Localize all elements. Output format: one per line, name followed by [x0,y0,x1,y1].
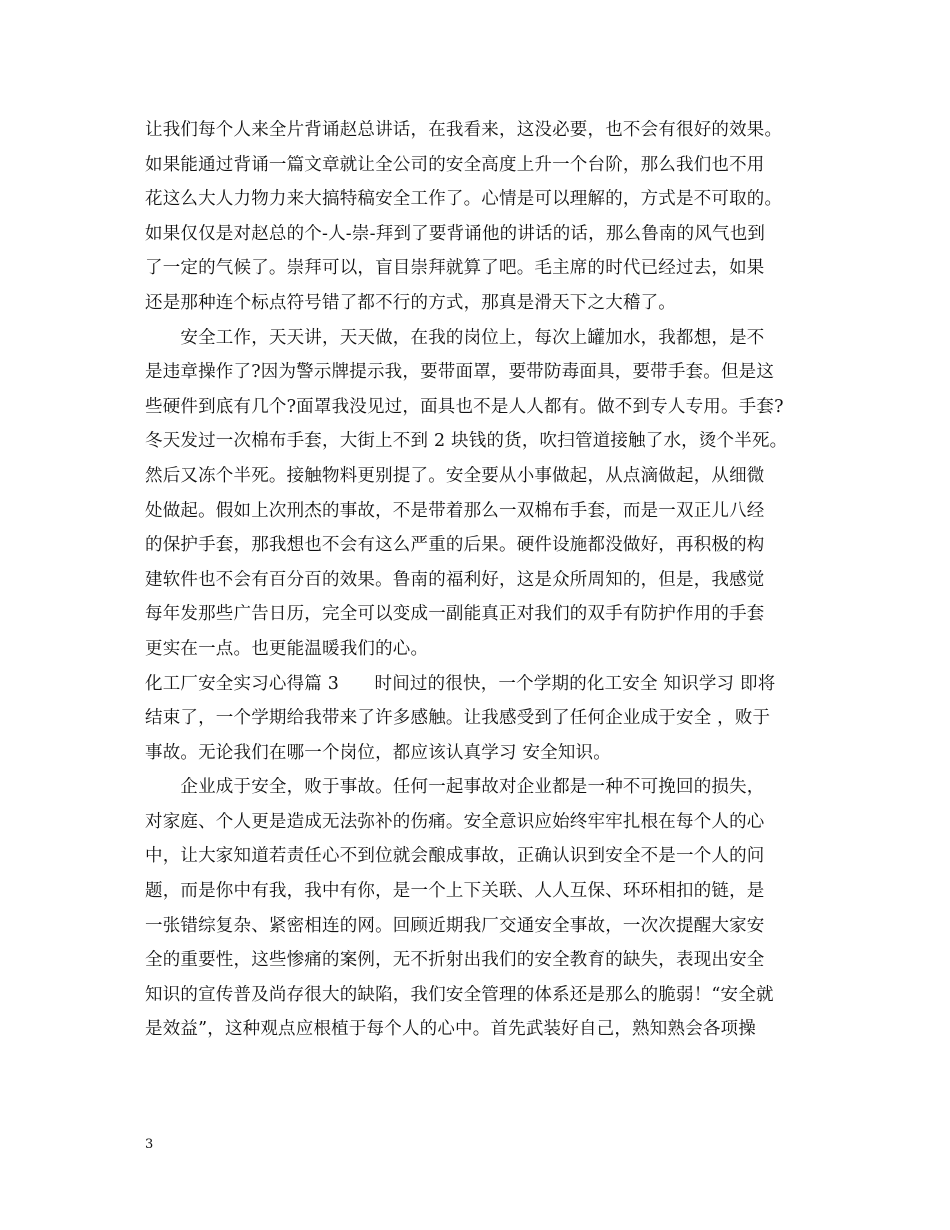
text-line: 冬天发过一次棉布手套，大街上不到 2 块钱的货，吹扫管道接触了水，烫个半死。 [145,431,788,452]
text-line: 是违章操作了?因为警示牌提示我，要带面罩，要带防毒面具，要带手套。但是这 [145,362,775,383]
text-line: 建软件也不会有百分百的效果。鲁南的福利好，这是众所周知的，但是，我感觉 [145,569,765,590]
text-line: 一张错综复杂、紧密相连的网。回顾近期我厂交通安全事故，一次次提醒大家安 [145,915,765,936]
text-line: 知识的宣传普及尚存很大的缺陷，我们安全管理的体系还是那么的脆弱！“安全就 [145,984,774,1005]
text-line: 然后又冻个半死。接触物料更别提了。安全要从小事做起，从点滴做起，从细微 [145,465,765,486]
text-line: 每年发那些广告日历，完全可以变成一副能真正对我们的双手有防护作用的手套 [145,604,765,625]
text-line: 题，而是你中有我，我中有你，是一个上下关联、人人互保、环环相扣的链，是 [145,881,765,902]
page-number: 3 [145,1137,154,1152]
text-line: 如果能通过背诵一篇文章就让全公司的安全高度上升一个台阶，那么我们也不用 [145,154,765,175]
text-line: 更实在一点。也更能温暖我们的心。 [145,638,429,659]
text-line: 处做起。假如上次刑杰的事故，不是带着那么一双棉布手套，而是一双正儿八经 [145,500,765,521]
text-line: 还是那种连个标点符号错了都不行的方式，那真是滑天下之大稽了。 [145,292,676,313]
text-line: 对家庭、个人更是造成无法弥补的伤痛。安全意识应始终牢牢扎根在每个人的心 [145,811,765,832]
text-line: 了一定的气候了。崇拜可以，盲目崇拜就算了吧。毛主席的时代已经过去，如果 [145,258,765,279]
text-line: 结束了，一个学期给我带来了许多感触。让我感受到了任何企业成于安全 ，败于 [145,708,771,729]
text-line: 些硬件到底有几个?面罩我没见过，面具也不是人人都有。做不到专人专用。手套? [145,396,784,417]
text-line: 是效益”，这种观点应根植于每个人的心中。首先武装好自己，熟知熟会各项操 [145,1019,756,1040]
text-line: 让我们每个人来全片背诵赵总讲话，在我看来，这没必要，也不会有很好的效果。 [145,120,783,140]
text-line: 如果仅仅是对赵总的个-人-崇-拜到了要背诵他的讲话的话，那么鲁南的风气也到 [145,223,766,244]
text-line: 中，让大家知道若责任心不到位就会酿成事故，正确认识到安全不是一个人的问 [145,846,765,867]
document-body [145,113,805,1047]
text-line: 全的重要性，这些惨痛的案例，无不折射出我们的安全教育的缺失，表现出安全 [145,950,765,971]
text-line: 花这么大人力物力来大搞特稿安全工作了。心情是可以理解的，方式是不可取的。 [145,189,783,210]
text-line: 企业成于安全，败于事故。任何一起事故对企业都是一种不可挽回的损失， [145,777,765,798]
text-line: 事故。无论我们在哪一个岗位，都应该认真学习 安全知识。 [145,742,611,763]
section-heading-line: 化工厂安全实习心得篇 3 时间过的很快，一个学期的化工安全 知识学习 即将 [145,673,776,694]
text-line: 的保护手套，那我想也不会有这么严重的后果。硬件设施都没做好，再积极的构 [145,535,765,556]
text-line: 安全工作，天天讲，天天做，在我的岗位上，每次上罐加水，我都想，是不 [145,327,765,348]
